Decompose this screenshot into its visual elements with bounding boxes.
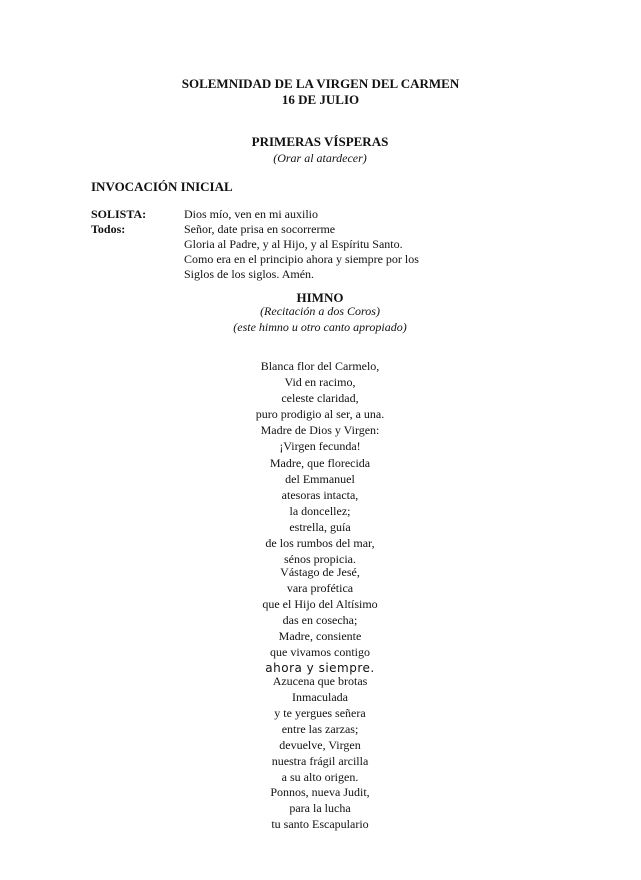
verse-line: del Emmanuel <box>285 472 355 486</box>
verse-line: Madre de Dios y Virgen: <box>260 423 380 437</box>
verse-line: sénos propicia. <box>284 552 356 566</box>
verse-line: que vivamos contigo <box>270 645 370 659</box>
verse-line: a su alto origen. <box>281 770 359 784</box>
office-title: PRIMERAS VÍSPERAS <box>251 134 389 149</box>
verse-line: Azucena que brotas <box>272 674 368 688</box>
hymn-note-2: (este himno u otro canto apropiado) <box>233 320 407 334</box>
verse-line: vara profética <box>286 581 354 595</box>
verse-line: Vástago de Jesé, <box>280 565 360 579</box>
solista-text: Dios mío, ven en mi auxilio <box>184 207 318 221</box>
feast-date: 16 DE JULIO <box>281 92 360 107</box>
hymn-stanza-1 <box>220 358 420 454</box>
verse-line: ahora y siempre. <box>265 661 375 675</box>
hymn-stanza-2 <box>220 455 420 567</box>
solista-label: SOLISTA: <box>91 207 147 221</box>
verse-line: nuestra frágil arcilla <box>271 754 369 768</box>
hymn-heading: HIMNO <box>296 290 344 305</box>
verse-line: Madre, que florecida <box>269 456 371 470</box>
verse-line: la doncellez; <box>289 504 351 518</box>
invocation-heading: INVOCACIÓN INICIAL <box>91 179 233 194</box>
verse-line: Blanca flor del Carmelo, <box>260 359 380 373</box>
document-title: SOLEMNIDAD DE LA VIRGEN DEL CARMEN <box>181 76 460 91</box>
verse-line: tu santo Escapulario <box>271 817 369 831</box>
todos-text <box>184 222 419 282</box>
verse-line: celeste claridad, <box>281 391 359 405</box>
verse-line: que el Hijo del Altísimo <box>262 597 378 611</box>
todos-label: Todos: <box>91 222 126 236</box>
verse-line: das en cosecha; <box>282 613 358 627</box>
verse-line: Madre, consiente <box>278 629 362 643</box>
verse-line: de los rumbos del mar, <box>265 536 375 550</box>
verse-line: para la lucha <box>289 801 351 815</box>
verse-line: devuelve, Virgen <box>279 738 361 752</box>
hymn-stanza-3 <box>220 564 420 676</box>
verse-line: Inmaculada <box>292 690 348 704</box>
verse-line: Vid en racimo, <box>284 375 356 389</box>
verse-line: puro prodigio al ser, a una. <box>255 407 385 421</box>
verse-line: entre las zarzas; <box>281 722 359 736</box>
hymn-stanza-5 <box>220 784 420 832</box>
todos-line: Señor, date prisa en socorrerme <box>184 222 336 236</box>
hymn-stanza-4 <box>220 673 420 785</box>
verse-line: Ponnos, nueva Judit, <box>270 785 370 799</box>
office-subtitle: (Orar al atardecer) <box>273 151 367 165</box>
verse-line: ¡Virgen fecunda! <box>279 439 361 453</box>
todos-line: Gloria al Padre, y al Hijo, y al Espíritu Santo. <box>184 237 403 251</box>
verse-line: atesoras intacta, <box>281 488 359 502</box>
todos-line: Como era en el principio ahora y siempre por los <box>184 252 419 266</box>
hymn-note-1: (Recitación a dos Coros) <box>260 304 380 318</box>
todos-line: Siglos de los siglos. Amén. <box>184 267 315 281</box>
verse-line: y te yergues señera <box>274 706 366 720</box>
verse-line: estrella, guía <box>289 520 351 534</box>
